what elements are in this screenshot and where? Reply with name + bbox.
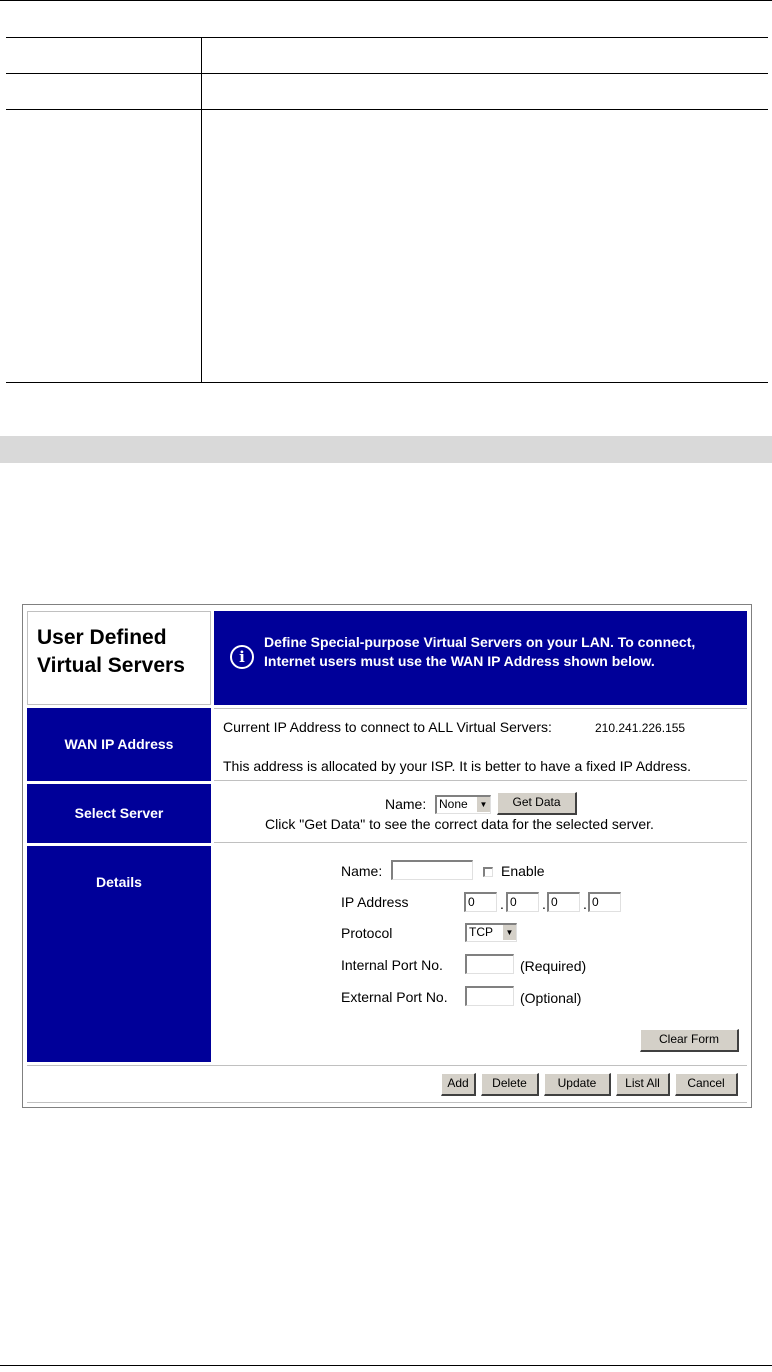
server-name-input[interactable] <box>391 860 473 880</box>
current-ip-text: Current IP Address to connect to ALL Virtual Servers: <box>223 719 552 735</box>
table-top-line <box>6 37 768 38</box>
server-select[interactable] <box>435 795 491 814</box>
enable-checkbox[interactable] <box>483 867 493 877</box>
protocol-select[interactable] <box>465 923 517 942</box>
server-select-value: None <box>439 797 468 811</box>
delete-button[interactable]: Delete <box>481 1073 539 1096</box>
top-rule <box>0 0 772 1</box>
details-label-text: Details <box>96 874 142 890</box>
ip-dot: . <box>500 896 504 912</box>
clear-form-button[interactable]: Clear Form <box>640 1029 739 1052</box>
select-server-content <box>214 784 747 843</box>
enable-label: Enable <box>501 863 545 879</box>
get-data-hint: Click "Get Data" to see the correct data for the selected server. <box>265 816 654 832</box>
wan-ip-label: WAN IP Address <box>27 708 211 781</box>
protocol-label: Protocol <box>341 925 393 941</box>
update-button[interactable]: Update <box>544 1073 611 1096</box>
page-title-cell <box>27 611 211 705</box>
details-content <box>214 846 747 1062</box>
table-row-line-2 <box>6 109 768 110</box>
ip-dot: . <box>583 896 587 912</box>
external-port-label: External Port No. <box>341 989 448 1005</box>
external-port-input[interactable] <box>465 986 514 1006</box>
ip-octet-4[interactable]: 0 <box>588 892 621 912</box>
ip-octet-3[interactable]: 0 <box>547 892 580 912</box>
cancel-button[interactable]: Cancel <box>675 1073 738 1096</box>
ip-octet-2[interactable]: 0 <box>506 892 539 912</box>
bottom-rule <box>0 1365 772 1366</box>
table-row-line-1 <box>6 73 768 74</box>
wan-ip-value: 210.241.226.155 <box>595 721 686 735</box>
internal-port-note: (Required) <box>520 958 587 974</box>
section-heading-bar <box>0 436 772 463</box>
page-title-line-1: User Defined <box>37 626 167 649</box>
chevron-down-icon: ▼ <box>502 925 516 940</box>
page-title <box>37 624 185 680</box>
info-banner <box>214 611 747 705</box>
ip-address-label: IP Address <box>341 894 409 910</box>
internal-port-input[interactable] <box>465 954 514 974</box>
table-bottom-line <box>6 382 768 383</box>
action-bar <box>27 1065 747 1103</box>
details-label <box>27 846 211 1062</box>
list-all-button[interactable]: List All <box>616 1073 670 1096</box>
chevron-down-icon: ▼ <box>476 797 490 812</box>
select-server-label: Select Server <box>27 784 211 843</box>
add-button[interactable]: Add <box>441 1073 476 1096</box>
virtual-servers-panel <box>22 604 752 1108</box>
wan-ip-content <box>214 708 747 781</box>
detail-name-label: Name: <box>341 863 383 879</box>
server-name-label: Name: <box>385 796 427 812</box>
page-title-line-2: Virtual Servers <box>37 654 185 677</box>
wan-ip-note: This address is allocated by your ISP. It is better to have a fixed IP Address. <box>223 758 691 774</box>
ip-dot: . <box>542 896 546 912</box>
get-data-button[interactable]: Get Data <box>497 792 577 815</box>
info-icon: i <box>230 645 254 669</box>
info-text: Define Special-purpose Virtual Servers on your LAN. To connect, Internet users must use the WAN IP Address shown below. <box>264 634 696 669</box>
table-column-divider <box>201 37 202 383</box>
ip-octet-1[interactable]: 0 <box>464 892 497 912</box>
internal-port-label: Internal Port No. <box>341 957 443 973</box>
external-port-note: (Optional) <box>520 990 582 1006</box>
protocol-select-value: TCP <box>469 925 493 939</box>
